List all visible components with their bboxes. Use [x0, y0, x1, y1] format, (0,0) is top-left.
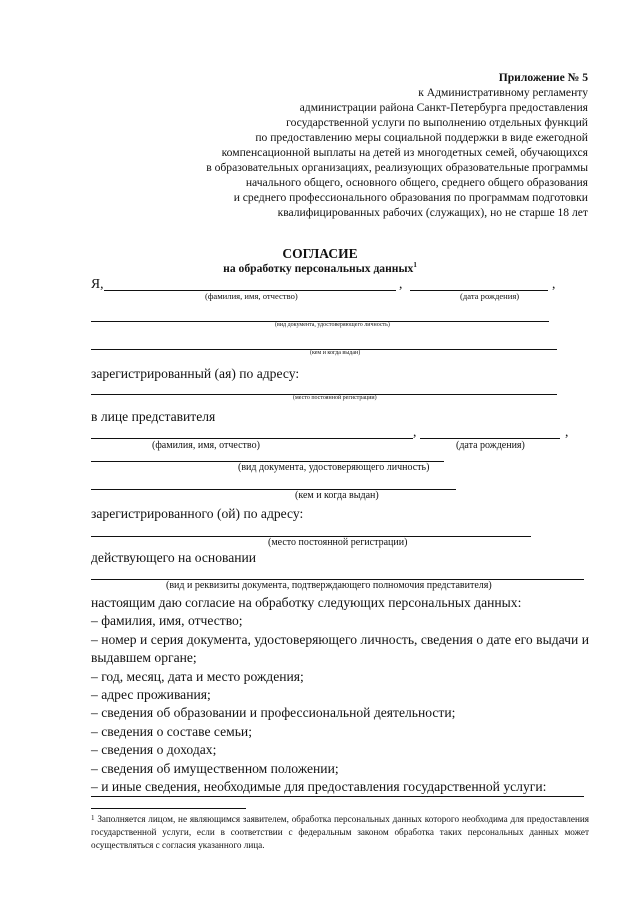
rep-issued-by-field[interactable] [91, 489, 456, 490]
consent-item: – год, месяц, дата и место рождения; [91, 668, 304, 684]
ya-label: Я, [91, 276, 104, 291]
consent-item: – сведения об образовании и профессиональной деятельности; [91, 705, 456, 721]
appendix-line: администрации района Санкт-Петербурга предоставления [299, 101, 588, 114]
appendix-line: квалифицированных рабочих (служащих), но не старше 18 лет [277, 206, 588, 219]
rep-registered-label: зарегистрированного (ой) по адресу: [91, 506, 304, 521]
rep-issued-by-caption: (кем и когда выдан) [295, 490, 379, 501]
footnote [91, 813, 589, 852]
document-type-caption: (вид документа, удостоверяющего личность) [275, 322, 390, 328]
footnote-mark: 1 [413, 261, 417, 269]
fio-caption: (фамилия, имя, отчество) [205, 291, 298, 301]
appendix-line: и среднего профессионального образования по программам подготовки [233, 191, 588, 204]
subtitle-text: на обработку персональных данных [223, 262, 414, 275]
footnote-separator [91, 808, 246, 809]
consent-intro: настоящим даю согласие на обработку следующих персональных данных: [91, 595, 522, 610]
representative-label: в лице представителя [91, 409, 216, 424]
consent-section [91, 594, 589, 796]
consent-item: – сведения об имущественном положении; [91, 760, 339, 776]
address-caption: (место постоянной регистрации) [293, 395, 377, 401]
acting-label: действующего на основании [91, 550, 257, 565]
other-data-field[interactable] [91, 796, 584, 797]
rep-birth-date-field[interactable] [420, 438, 560, 439]
consent-item: – фамилия, имя, отчество; [91, 613, 243, 629]
appendix-line: в образовательных организациях, реализующих образовательные программы [206, 161, 588, 174]
document-subtitle [0, 262, 640, 275]
consent-item: – и иные сведения, необходимые для предоставления государственной услуги: [91, 779, 547, 795]
rep-fio-field[interactable] [91, 438, 413, 439]
birth-date-caption: (дата рождения) [460, 291, 520, 301]
comma: , [565, 424, 569, 439]
document-title: СОГЛАСИЕ [282, 246, 358, 261]
rep-document-caption: (вид документа, удостоверяющего личность) [238, 462, 430, 473]
registered-label: зарегистрированный (ая) по адресу: [91, 366, 300, 381]
rep-birth-date-caption: (дата рождения) [456, 440, 525, 451]
comma: , [413, 424, 417, 439]
consent-item: – адрес проживания; [91, 687, 211, 703]
appendix-line: государственной услуги по выполнению отдельных функций [286, 116, 588, 129]
appendix-line: по предоставлению меры социальной поддержки в виде ежегодной [255, 131, 588, 144]
rep-fio-caption: (фамилия, имя, отчество) [152, 440, 260, 451]
appendix-line: начального общего, основного общего, среднего общего образования [245, 176, 588, 189]
comma: , [552, 276, 556, 291]
issued-by-caption: (кем и когда выдан) [310, 350, 361, 356]
footnote-number: 1 [91, 814, 95, 822]
appendix-header [206, 70, 588, 220]
consent-item: – номер и серия документа, удостоверяющего личность, сведения о дате его выдачи и выдавшем органе; [91, 631, 589, 666]
comma: , [399, 276, 403, 291]
authority-document-caption: (вид и реквизиты документа, подтверждающего полномочия представителя) [166, 580, 492, 591]
consent-item: – сведения о составе семьи; [91, 723, 252, 739]
rep-address-caption: (место постоянной регистрации) [268, 537, 408, 548]
appendix-heading: Приложение № 5 [498, 71, 588, 84]
appendix-line: компенсационной выплаты на детей из многодетных семей, обучающихся [221, 146, 588, 159]
appendix-line: к Административному регламенту [418, 86, 588, 99]
consent-item: – сведения о доходах; [91, 742, 217, 758]
footnote-text: Заполняется лицом, не являющимся заявителем, обработка персональных данных которого необходима для предоставления государственной услуги, если в соответствии с федеральным законом обработка таких персональных данных может осуществляться с согласия указанного лица. [91, 814, 590, 850]
